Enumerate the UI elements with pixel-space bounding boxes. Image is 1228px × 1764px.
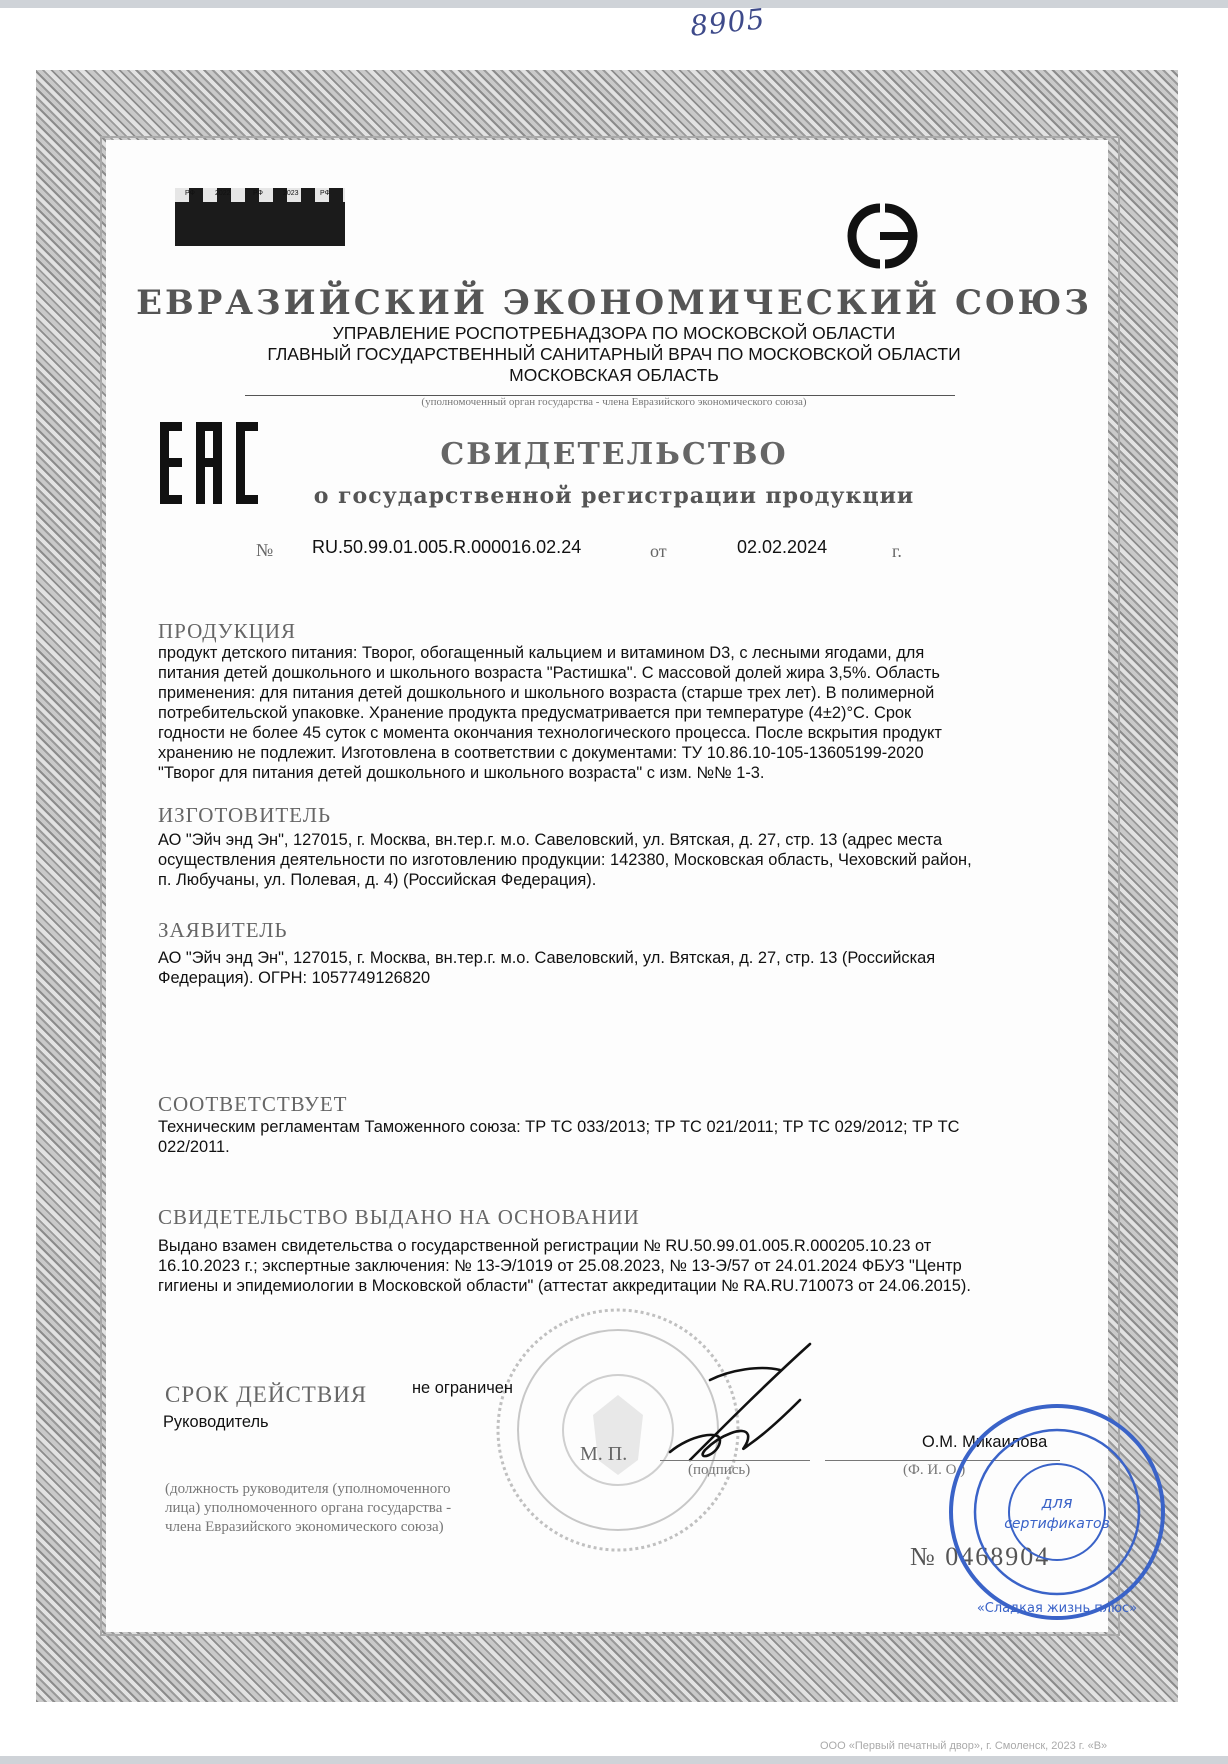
basis-text [158,1236,1070,1296]
manufacturer-heading: ИЗГОТОВИТЕЛЬ [158,803,332,827]
serial-number: № 0468904 [910,1542,1051,1571]
svg-text:для: для [1041,1493,1073,1512]
basis-heading: СВИДЕТЕЛЬСТВО ВЫДАНО НА ОСНОВАНИИ [158,1205,640,1229]
product-text [158,643,1070,783]
certificate-number: RU.50.99.01.005.R.000016.02.24 [312,537,582,557]
mp-mark: М. П. [580,1443,628,1465]
conformity-heading: СООТВЕТСТВУЕТ [158,1092,348,1116]
applicant-line: АО "Эйч энд Эн", 127015, г. Москва, вн.тер.г. м.о. Савеловский, ул. Вятская, д. 27, стр. 13 (Российская [158,949,936,967]
year-strip-item: 2023 [283,190,299,197]
year-strip-item: РФ [185,190,195,197]
name-caption: (Ф. И. О.) [903,1462,966,1478]
union-title: ЕВРАЗИЙСКИЙ ЭКОНОМИЧЕСКИЙ СОЮЗ [136,283,1092,323]
signer-name: О.М. Микаилова [922,1433,1048,1451]
conformity-line: Техническим регламентам Таможенного союза: ТР ТС 033/2013; ТР ТС 021/2011; ТР ТС 029/2012; ТР ТС [158,1118,960,1136]
authority-caption: (уполномоченный орган государства - члена Евразийского экономического союза) [421,396,807,408]
certificate-title: СВИДЕТЕЛЬСТВО [440,437,788,472]
year-strip-item: РФ [253,190,263,197]
product-line: питания детей дошкольного и школьного возраста "Растишка". С массовой долей жира 3,5%. Область [158,664,940,682]
manufacturer-line: п. Любучаны, ул. Полевая, д. 4) (Российская Федерация). [158,871,597,889]
certificate-date: 02.02.2024 [737,537,828,557]
year-suffix: г. [892,541,902,561]
company-stamp-icon [945,1400,1170,1625]
year-strip-item: РФ [320,190,330,197]
signer-role: Руководитель [163,1413,269,1431]
printer-footer-note: ООО «Первый печатный двор», г. Смоленск, 2023 г. «В» [820,1740,1108,1752]
product-line: "Творог для питания детей дошкольного и школьного возраста" с изм. №№ 1-3. [158,764,765,782]
validity-heading: СРОК ДЕЙСТВИЯ [165,1382,368,1407]
basis-line: гигиены и эпидемиологии в Московской области" (аттестат аккредитации № RA.RU.710073 от 24.06.2015). [158,1277,971,1295]
product-line: применения: для питания детей дошкольного и школьного возраста (старше трех лет). В полимерной [158,684,935,702]
position-caption-line: члена Евразийского экономического союза) [165,1519,444,1535]
date-label: от [650,541,667,561]
conformity-text [158,1117,1070,1157]
year-strip-item: 2022 [215,190,231,197]
number-label: № [256,540,274,560]
basis-line: Выдано взамен свидетельства о государственной регистрации № RU.50.99.01.005.R.000205.10.23 от [158,1237,932,1255]
position-caption-line: лица) уполномоченного органа государства - [165,1500,452,1516]
conformity-line: 022/2011. [158,1138,230,1156]
authority-line-1: УПРАВЛЕНИЕ РОСПОТРЕБНАДЗОРА ПО МОСКОВСКОЙ ОБЛАСТИ [332,323,896,343]
security-year-strip [175,188,345,246]
signature-icon [650,1340,820,1470]
product-line: продукт детского питания: Творог, обогащенный кальцием и витамином D3, с лесными ягодами, для [158,644,925,662]
svg-text:«Сладкая жизнь плюс»: «Сладкая жизнь плюс» [976,1601,1138,1616]
certificate-subtitle: о государственной регистрации продукции [313,483,915,509]
handwritten-note: 8905 [688,2,767,43]
position-caption-line: (должность руководителя (уполномоченного [165,1481,451,1497]
product-line: хранению не подлежит. Изготовлена в соответствии с документами: ТУ 10.86.10-105-13605199-2020 [158,744,924,762]
product-line: годности не более 45 суток с момента окончания технологического процесса. После вскрытия продукт [158,724,942,742]
position-caption [165,1480,451,1537]
manufacturer-line: АО "Эйч энд Эн", 127015, г. Москва, вн.тер.г. м.о. Савеловский, ул. Вятская, д. 27, стр. 13 (адрес места [158,831,943,849]
applicant-text [158,948,1070,988]
svg-text:сертификатов: сертификатов [1004,1516,1110,1532]
applicant-heading: ЗАЯВИТЕЛЬ [158,918,288,942]
manufacturer-line: осуществления деятельности по изготовлению продукции: 142380, Московская область, Чеховский район, [158,851,972,869]
scan-bottom-strip [0,1756,1228,1764]
eaeu-logo-icon [830,200,935,272]
signature-line [660,1460,810,1461]
signature-caption: (подпись) [688,1462,751,1478]
applicant-line: Федерация). ОГРН: 1057749126820 [158,969,431,987]
manufacturer-text [158,830,1070,890]
product-line: потребительской упаковке. Хранение продукта предусматривается при температуре (4±2)°С. Срок [158,704,912,722]
authority-line-2: ГЛАВНЫЙ ГОСУДАРСТВЕННЫЙ САНИТАРНЫЙ ВРАЧ ПО МОСКОВСКОЙ ОБЛАСТИ [267,344,961,364]
basis-line: 16.10.2023 г.; экспертные заключения: № 13-Э/1019 от 25.08.2023, № 13-Э/57 от 24.01.2024 ФБУЗ "Центр [158,1257,962,1275]
authority-line-3: МОСКОВСКАЯ ОБЛАСТЬ [509,365,719,385]
scan-top-strip [0,0,1228,8]
product-heading: ПРОДУКЦИЯ [158,619,297,643]
validity-value: не ограничен [412,1379,513,1397]
